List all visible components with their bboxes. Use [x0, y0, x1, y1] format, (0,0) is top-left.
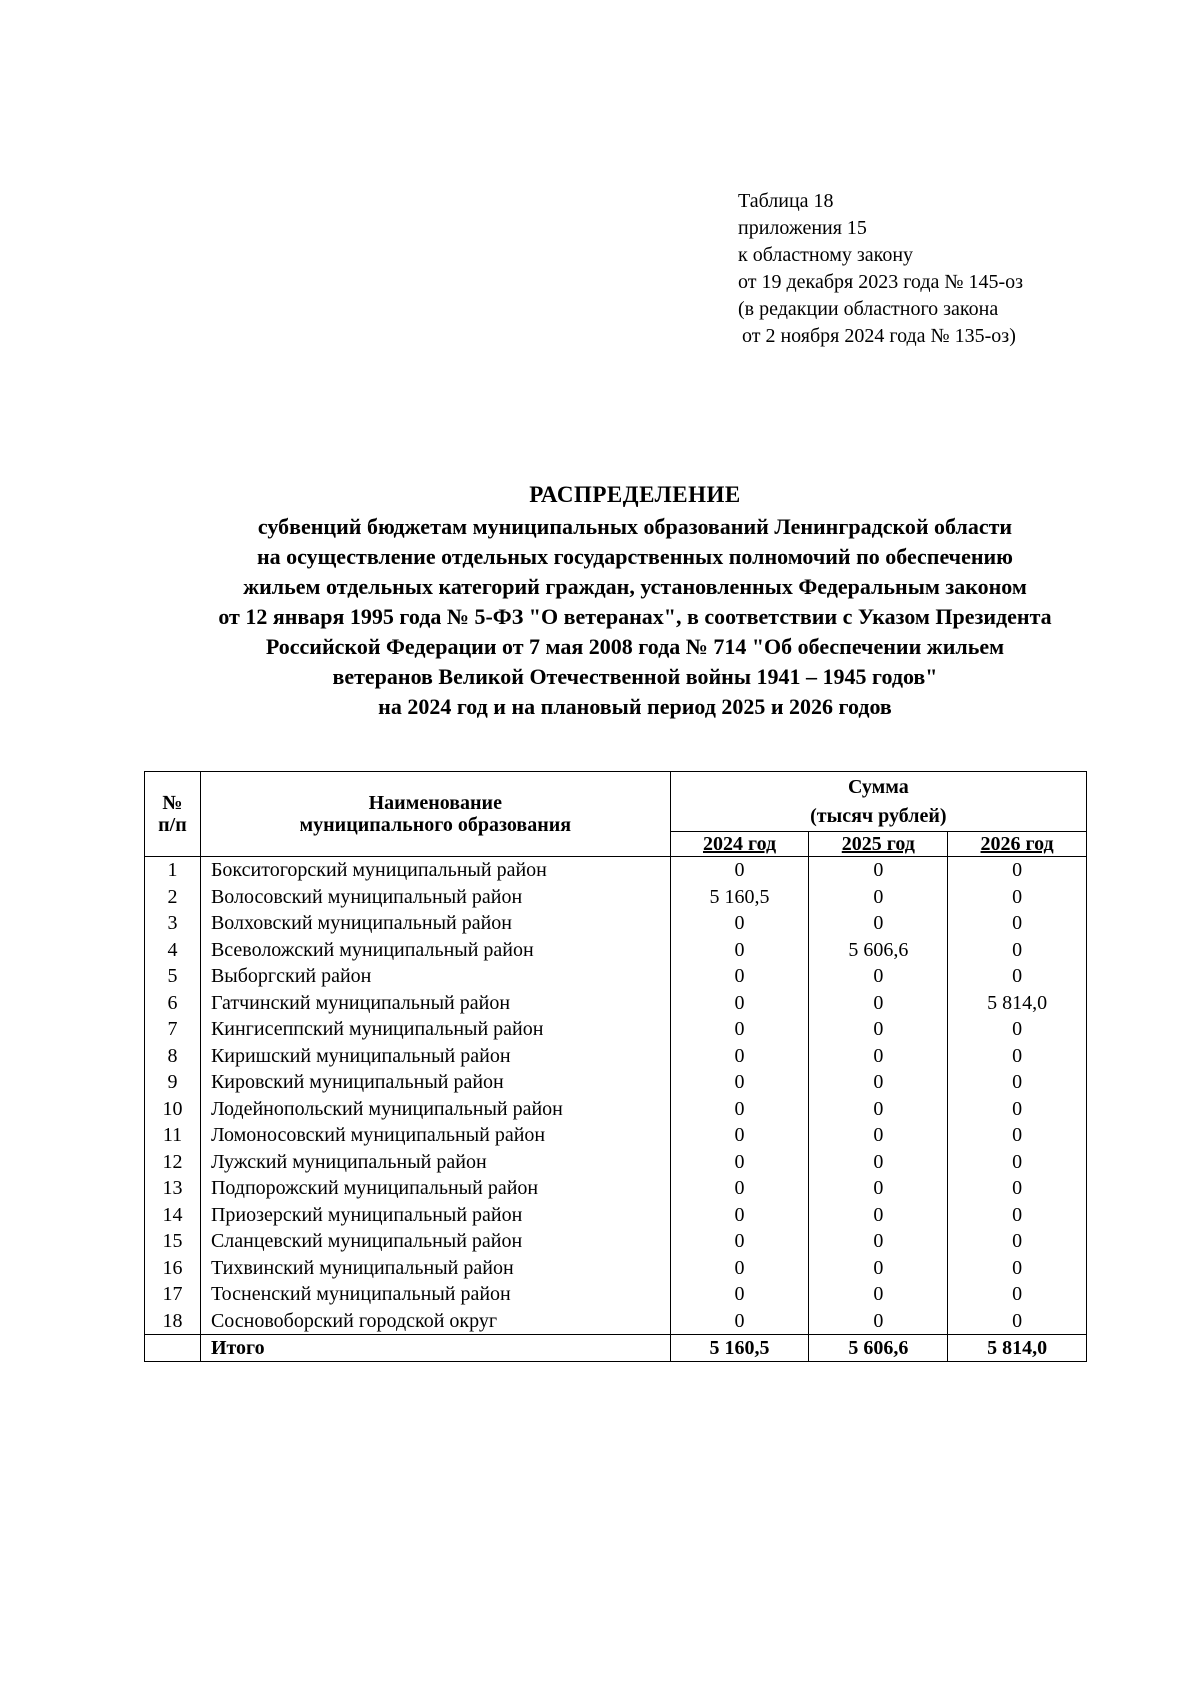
- row-number: 9: [145, 1069, 201, 1096]
- heading-line: субвенций бюджетам муниципальных образований Ленинградской области: [257, 514, 1013, 539]
- row-number: 5: [145, 963, 201, 990]
- value-2024: 0: [670, 1175, 809, 1202]
- value-2024: 0: [670, 1281, 809, 1308]
- heading-line: Российской Федерации от 7 мая 2008 года № 714 "Об обеспечении жильем: [265, 634, 1005, 659]
- heading-line: на 2024 год и на плановый период 2025 и 2026 годов: [378, 694, 892, 719]
- value-2025: 0: [809, 884, 948, 911]
- row-number: 14: [145, 1202, 201, 1229]
- table-row: [145, 1096, 1087, 1123]
- value-2025: 5 606,6: [809, 937, 948, 964]
- appendix-reference: [738, 188, 1023, 350]
- value-2024: 0: [670, 910, 809, 937]
- total-row: [145, 1335, 1087, 1362]
- appendix-annex-number: приложения 15: [738, 217, 867, 239]
- table-body: [145, 857, 1087, 1335]
- value-2025: 0: [809, 1281, 948, 1308]
- value-2026: 0: [948, 1228, 1087, 1255]
- table-row: [145, 990, 1087, 1017]
- total-label: Итого: [200, 1335, 670, 1362]
- header-sum: Сумма: [670, 772, 1086, 803]
- heading-line: жильем отдельных категорий граждан, установленных Федеральным законом: [243, 574, 1027, 599]
- value-2025: 0: [809, 1122, 948, 1149]
- table-row: [145, 910, 1087, 937]
- value-2026: 0: [948, 963, 1087, 990]
- table-row: [145, 1308, 1087, 1335]
- row-number: 11: [145, 1122, 201, 1149]
- value-2024: 0: [670, 1016, 809, 1043]
- row-number: 1: [145, 857, 201, 884]
- total-number-cell: [145, 1335, 201, 1362]
- value-2026: 0: [948, 1308, 1087, 1335]
- table-row: [145, 857, 1087, 884]
- municipality-name: Всеволожский муниципальный район: [200, 937, 670, 964]
- header-sum-unit: (тысяч рублей): [670, 803, 1086, 832]
- table-row: [145, 1255, 1087, 1282]
- table-row: [145, 1175, 1087, 1202]
- value-2025: 0: [809, 1308, 948, 1335]
- value-2026: 0: [948, 1016, 1087, 1043]
- value-2026: 0: [948, 884, 1087, 911]
- municipality-name: Гатчинский муниципальный район: [200, 990, 670, 1017]
- document-title: РАСПРЕДЕЛЕНИЕ: [529, 482, 741, 507]
- document-heading: [150, 478, 1120, 722]
- value-2026: 0: [948, 1281, 1087, 1308]
- municipality-name: Волосовский муниципальный район: [200, 884, 670, 911]
- row-number: 6: [145, 990, 201, 1017]
- header-number: № п/п: [145, 772, 201, 857]
- municipality-name: Тосненский муниципальный район: [200, 1281, 670, 1308]
- table-row: [145, 1043, 1087, 1070]
- header-year-2024: 2024 год: [670, 832, 809, 857]
- value-2026: 5 814,0: [948, 990, 1087, 1017]
- table-row: [145, 1228, 1087, 1255]
- appendix-edition-note: (в редакции областного закона: [738, 298, 999, 320]
- header-year-2026: 2026 год: [948, 832, 1087, 857]
- distribution-table: [144, 771, 1087, 1362]
- table-row: [145, 937, 1087, 964]
- heading-line: ветеранов Великой Отечественной войны 1941 – 1945 годов": [332, 664, 938, 689]
- heading-line: от 12 января 1995 года № 5-ФЗ "О ветеранах", в соответствии с Указом Президента: [218, 604, 1052, 629]
- header-year-2025: 2025 год: [809, 832, 948, 857]
- table-row: [145, 1149, 1087, 1176]
- value-2025: 0: [809, 1255, 948, 1282]
- value-2026: 0: [948, 1122, 1087, 1149]
- municipality-name: Киришский муниципальный район: [200, 1043, 670, 1070]
- table-row: [145, 1069, 1087, 1096]
- total-2024: 5 160,5: [670, 1335, 809, 1362]
- row-number: 15: [145, 1228, 201, 1255]
- municipality-name: Сланцевский муниципальный район: [200, 1228, 670, 1255]
- value-2024: 0: [670, 963, 809, 990]
- row-number: 18: [145, 1308, 201, 1335]
- value-2024: 0: [670, 1096, 809, 1123]
- value-2024: 0: [670, 1122, 809, 1149]
- table-row: [145, 963, 1087, 990]
- value-2025: 0: [809, 1202, 948, 1229]
- row-number: 17: [145, 1281, 201, 1308]
- municipality-name: Лодейнопольский муниципальный район: [200, 1096, 670, 1123]
- value-2025: 0: [809, 963, 948, 990]
- value-2025: 0: [809, 1175, 948, 1202]
- municipality-name: Кировский муниципальный район: [200, 1069, 670, 1096]
- value-2026: 0: [948, 1255, 1087, 1282]
- value-2025: 0: [809, 1043, 948, 1070]
- appendix-table-number: Таблица 18: [738, 190, 834, 212]
- municipality-name: Подпорожский муниципальный район: [200, 1175, 670, 1202]
- municipality-name: Кингисеппский муниципальный район: [200, 1016, 670, 1043]
- municipality-name: Лужский муниципальный район: [200, 1149, 670, 1176]
- table-row: [145, 1016, 1087, 1043]
- row-number: 12: [145, 1149, 201, 1176]
- municipality-name: Бокситогорский муниципальный район: [200, 857, 670, 884]
- value-2024: 0: [670, 990, 809, 1017]
- row-number: 3: [145, 910, 201, 937]
- municipality-name: Сосновоборский городской округ: [200, 1308, 670, 1335]
- value-2024: 0: [670, 1043, 809, 1070]
- value-2024: 0: [670, 1308, 809, 1335]
- value-2025: 0: [809, 1069, 948, 1096]
- row-number: 4: [145, 937, 201, 964]
- value-2024: 0: [670, 1149, 809, 1176]
- total-2025: 5 606,6: [809, 1335, 948, 1362]
- appendix-law-date: от 19 декабря 2023 года № 145-оз: [738, 271, 1024, 293]
- municipality-name: Ломоносовский муниципальный район: [200, 1122, 670, 1149]
- value-2025: 0: [809, 1149, 948, 1176]
- value-2026: 0: [948, 857, 1087, 884]
- table-row: [145, 884, 1087, 911]
- value-2024: 0: [670, 937, 809, 964]
- value-2026: 0: [948, 1069, 1087, 1096]
- table-row: [145, 1122, 1087, 1149]
- heading-line: на осуществление отдельных государственных полномочий по обеспечению: [256, 544, 1013, 569]
- value-2026: 0: [948, 937, 1087, 964]
- appendix-edition-date: от 2 ноября 2024 года № 135-оз): [742, 325, 1016, 347]
- value-2026: 0: [948, 910, 1087, 937]
- value-2026: 0: [948, 1202, 1087, 1229]
- value-2024: 0: [670, 1255, 809, 1282]
- value-2025: 0: [809, 857, 948, 884]
- value-2026: 0: [948, 1096, 1087, 1123]
- row-number: 7: [145, 1016, 201, 1043]
- value-2024: 0: [670, 1202, 809, 1229]
- appendix-law-type: к областному закону: [738, 244, 914, 266]
- table-row: [145, 1202, 1087, 1229]
- header-municipality: Наименование муниципального образования: [200, 772, 670, 857]
- value-2026: 0: [948, 1149, 1087, 1176]
- total-2026: 5 814,0: [948, 1335, 1087, 1362]
- row-number: 13: [145, 1175, 201, 1202]
- value-2025: 0: [809, 1016, 948, 1043]
- municipality-name: Выборгский район: [200, 963, 670, 990]
- value-2026: 0: [948, 1175, 1087, 1202]
- value-2024: 0: [670, 1228, 809, 1255]
- value-2024: 0: [670, 1069, 809, 1096]
- value-2025: 0: [809, 1096, 948, 1123]
- municipality-name: Тихвинский муниципальный район: [200, 1255, 670, 1282]
- municipality-name: Приозерский муниципальный район: [200, 1202, 670, 1229]
- value-2024: 0: [670, 857, 809, 884]
- value-2025: 0: [809, 990, 948, 1017]
- value-2024: 5 160,5: [670, 884, 809, 911]
- row-number: 16: [145, 1255, 201, 1282]
- value-2025: 0: [809, 1228, 948, 1255]
- row-number: 10: [145, 1096, 201, 1123]
- value-2026: 0: [948, 1043, 1087, 1070]
- row-number: 2: [145, 884, 201, 911]
- row-number: 8: [145, 1043, 201, 1070]
- value-2025: 0: [809, 910, 948, 937]
- table-row: [145, 1281, 1087, 1308]
- municipality-name: Волховский муниципальный район: [200, 910, 670, 937]
